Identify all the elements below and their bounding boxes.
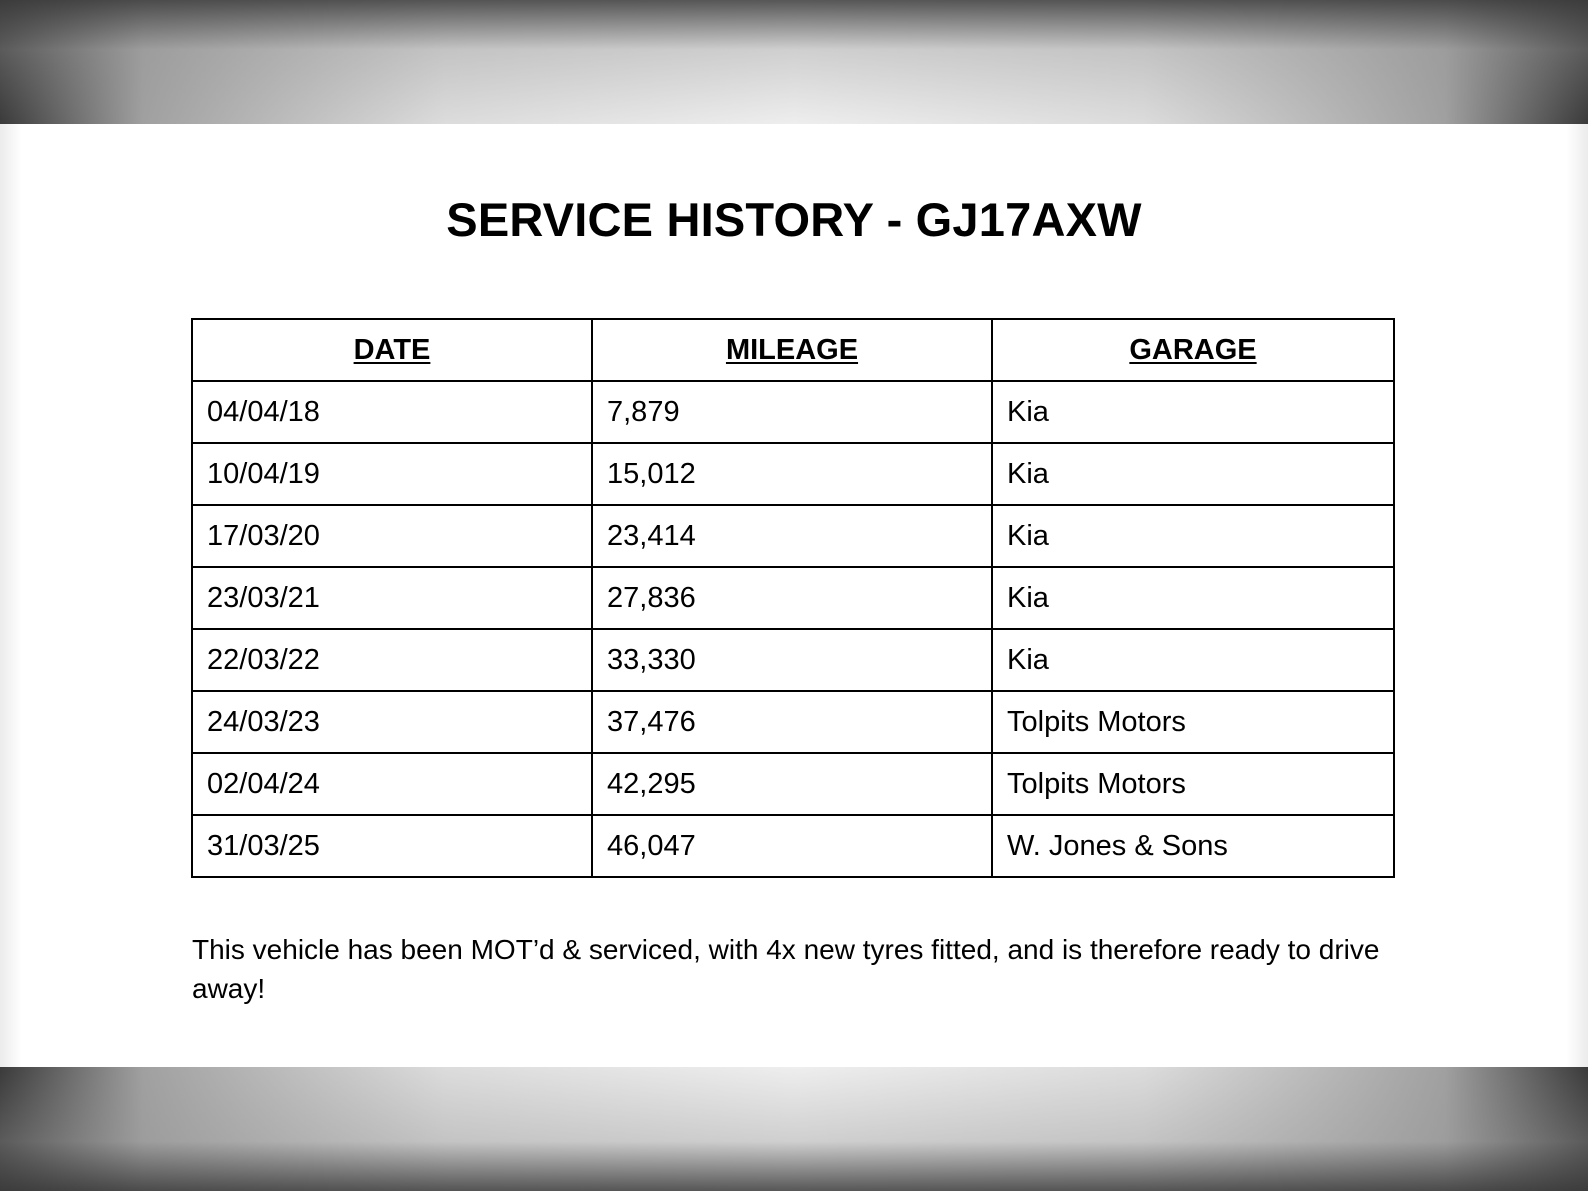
cell-garage: Kia [992, 567, 1394, 629]
table-row [192, 691, 1394, 753]
cell-mileage: 42,295 [592, 753, 992, 815]
cell-mileage: 27,836 [592, 567, 992, 629]
cell-date: 24/03/23 [192, 691, 592, 753]
cell-mileage: 46,047 [592, 815, 992, 877]
cell-garage: Kia [992, 443, 1394, 505]
cell-mileage: 33,330 [592, 629, 992, 691]
cell-mileage: 37,476 [592, 691, 992, 753]
cell-date: 23/03/21 [192, 567, 592, 629]
table-row [192, 753, 1394, 815]
bottom-vignette-band [0, 1067, 1588, 1191]
table-row [192, 815, 1394, 877]
cell-garage: Tolpits Motors [992, 691, 1394, 753]
column-header-garage: GARAGE [992, 319, 1394, 381]
cell-mileage: 23,414 [592, 505, 992, 567]
table-row [192, 381, 1394, 443]
table-header-row [192, 319, 1394, 381]
cell-garage: Tolpits Motors [992, 753, 1394, 815]
cell-mileage: 7,879 [592, 381, 992, 443]
cell-date: 22/03/22 [192, 629, 592, 691]
cell-mileage: 15,012 [592, 443, 992, 505]
column-header-mileage: MILEAGE [592, 319, 992, 381]
vehicle-note: This vehicle has been MOT’d & serviced, with 4x new tyres fitted, and is therefore ready to drive away! [192, 934, 1380, 1004]
table-row [192, 567, 1394, 629]
cell-date: 17/03/20 [192, 505, 592, 567]
table-row [192, 505, 1394, 567]
right-edge-shade [1566, 124, 1588, 1067]
cell-garage: Kia [992, 381, 1394, 443]
cell-garage: Kia [992, 505, 1394, 567]
column-header-date: DATE [192, 319, 592, 381]
cell-date: 10/04/19 [192, 443, 592, 505]
service-history-table [191, 318, 1395, 878]
cell-date: 31/03/25 [192, 815, 592, 877]
table-row [192, 443, 1394, 505]
cell-garage: Kia [992, 629, 1394, 691]
table-row [192, 629, 1394, 691]
document-title: SERVICE HISTORY - GJ17AXW [446, 193, 1142, 246]
left-edge-shade [0, 124, 22, 1067]
cell-date: 04/04/18 [192, 381, 592, 443]
cell-garage: W. Jones & Sons [992, 815, 1394, 877]
top-vignette-band [0, 0, 1588, 124]
cell-date: 02/04/24 [192, 753, 592, 815]
